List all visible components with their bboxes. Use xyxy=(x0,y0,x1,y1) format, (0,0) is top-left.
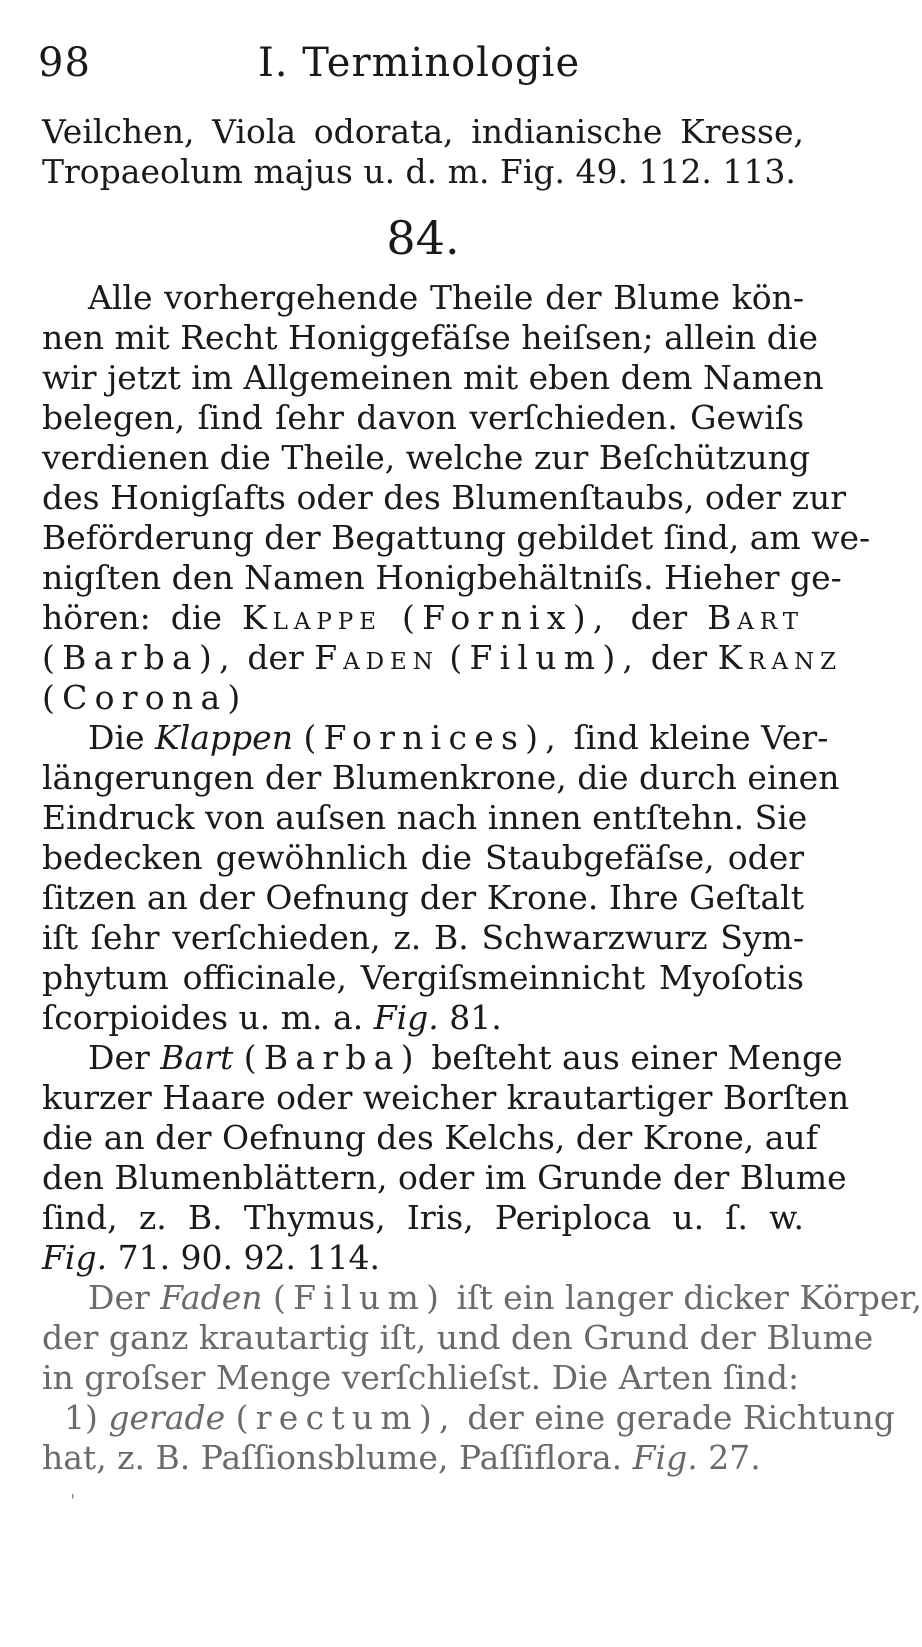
term-kranz: Kranz xyxy=(717,638,843,677)
text-run: ſind kleine Ver- xyxy=(573,718,829,757)
text-line: kurzer Haare oder weicher krautartiger Borſten xyxy=(42,1078,850,1117)
text-line: der ganz krautartig iſt, und den Grund der Blume xyxy=(42,1318,874,1357)
text-line: längerungen der Blumenkrone, die durch einen xyxy=(42,758,840,797)
paragraph-intro xyxy=(42,278,871,718)
text-line: Beförderung der Begattung gebildet ſind, am we- xyxy=(42,518,871,557)
term-corona: (Corona) xyxy=(42,678,248,717)
running-title: I. Terminologie xyxy=(258,40,581,86)
scan-speck: ˈ xyxy=(70,1490,76,1514)
term-filum: (Filum) xyxy=(273,1278,447,1317)
text-line: des Honigſafts oder des Blumenſtaubs, oder zur xyxy=(42,478,847,517)
term-bart-italic: Bart xyxy=(160,1038,234,1077)
text-line: Veilchen, Viola odorata, indianische Kresse, xyxy=(42,112,804,151)
text-line xyxy=(42,718,829,758)
text-run: der eine gerade Richtung xyxy=(467,1398,895,1437)
term-barba: (Barba) xyxy=(243,1038,421,1077)
paragraph-bart xyxy=(42,1038,850,1278)
fig-ref: Fig. xyxy=(632,1438,698,1477)
text-line xyxy=(42,638,843,678)
text-line: verdienen die Theile, welche zur Beſchützung xyxy=(42,438,811,477)
list-marker: 1) xyxy=(64,1398,98,1437)
term-fornices: (Fornices), xyxy=(303,718,564,757)
text-run: der xyxy=(650,638,708,677)
text-line xyxy=(42,1278,922,1318)
text-line: Alle vorhergehende Theile der Blume kön- xyxy=(88,278,804,317)
fig-ref: Fig. xyxy=(373,998,439,1037)
text-line xyxy=(42,1398,895,1438)
term-rectum: (rectum), xyxy=(235,1398,457,1437)
term-klappen: Klappen xyxy=(155,718,293,757)
text-line: Eindruck von auſsen nach innen entſtehn. Sie xyxy=(42,798,808,837)
term-bart: Bart xyxy=(707,598,804,637)
text-run: Der xyxy=(88,1038,150,1077)
text-line: wir jetzt im Allgemeinen mit eben dem Namen xyxy=(42,358,824,397)
text-line: phytum officinale, Vergiſsmeinnicht Myoſotis xyxy=(42,958,804,997)
section-number: 84. xyxy=(386,211,460,265)
text-run: Der xyxy=(88,1278,150,1317)
text-line xyxy=(42,1438,804,1478)
text-line: in groſser Menge verſchlieſst. Die Arten ſind: xyxy=(42,1358,800,1397)
text-line: iſt ſehr verſchieden, z. B. Schwarzwurz Sym- xyxy=(42,918,804,957)
text-run: hören: die xyxy=(42,598,223,637)
text-line: nigſten den Namen Honigbehältniſs. Hieher ge- xyxy=(42,558,842,597)
paragraph-faden xyxy=(42,1278,922,1398)
text-run: der xyxy=(630,598,688,637)
text-line xyxy=(42,1038,843,1078)
text-line: ſitzen an der Oefnung der Krone. Ihre Geſtalt xyxy=(42,878,804,917)
text-run: 71. 90. 92. 114. xyxy=(117,1238,380,1277)
term-barba: (Barba), xyxy=(42,638,237,677)
text-line: Tropaeolum majus u. d. m. Fig. 49. 112. 113. xyxy=(42,152,796,191)
text-line xyxy=(42,1238,804,1278)
text-run: 81. xyxy=(449,998,502,1037)
text-line: ſind, z. B. Thymus, Iris, Periploca u. ſ. w. xyxy=(42,1198,804,1237)
paragraph-continuation xyxy=(42,112,804,192)
page-number: 98 xyxy=(38,40,91,86)
term-gerade: gerade xyxy=(108,1398,226,1437)
text-line: nen mit Recht Honiggefäſse heiſsen; allein die xyxy=(42,318,818,357)
term-faden: Faden xyxy=(314,638,439,677)
term-klappe: Klappe xyxy=(242,598,382,637)
text-line: belegen, ſind ſehr davon verſchieden. Gewiſs xyxy=(42,398,804,437)
text-line: bedecken gewöhnlich die Staubgefäſse, oder xyxy=(42,838,804,877)
text-run: beſteht aus einer Menge xyxy=(431,1038,843,1077)
term-faden-italic: Faden xyxy=(160,1278,263,1317)
text-run: iſt ein langer dicker Körper, xyxy=(456,1278,922,1317)
text-run: ſcorpioides u. m. a. xyxy=(42,998,364,1037)
list-item-gerade xyxy=(42,1398,895,1478)
term-filum: (Filum), xyxy=(449,638,641,677)
text-line: die an der Oefnung des Kelchs, der Krone, auf xyxy=(42,1118,818,1157)
text-line xyxy=(42,998,804,1038)
text-run: 27. xyxy=(708,1438,761,1477)
text-line xyxy=(42,598,804,638)
text-run: der xyxy=(247,638,304,677)
term-fornix: (Fornix), xyxy=(401,598,611,637)
page-body xyxy=(42,112,922,1478)
paragraph-klappen xyxy=(42,718,840,1038)
text-run: Die xyxy=(88,718,145,757)
text-line: den Blumenblättern, oder im Grunde der Blume xyxy=(42,1158,847,1197)
fig-ref: Fig. xyxy=(42,1238,108,1277)
text-run: hat, z. B. Paſſionsblume, Paſſiflora. xyxy=(42,1438,623,1477)
